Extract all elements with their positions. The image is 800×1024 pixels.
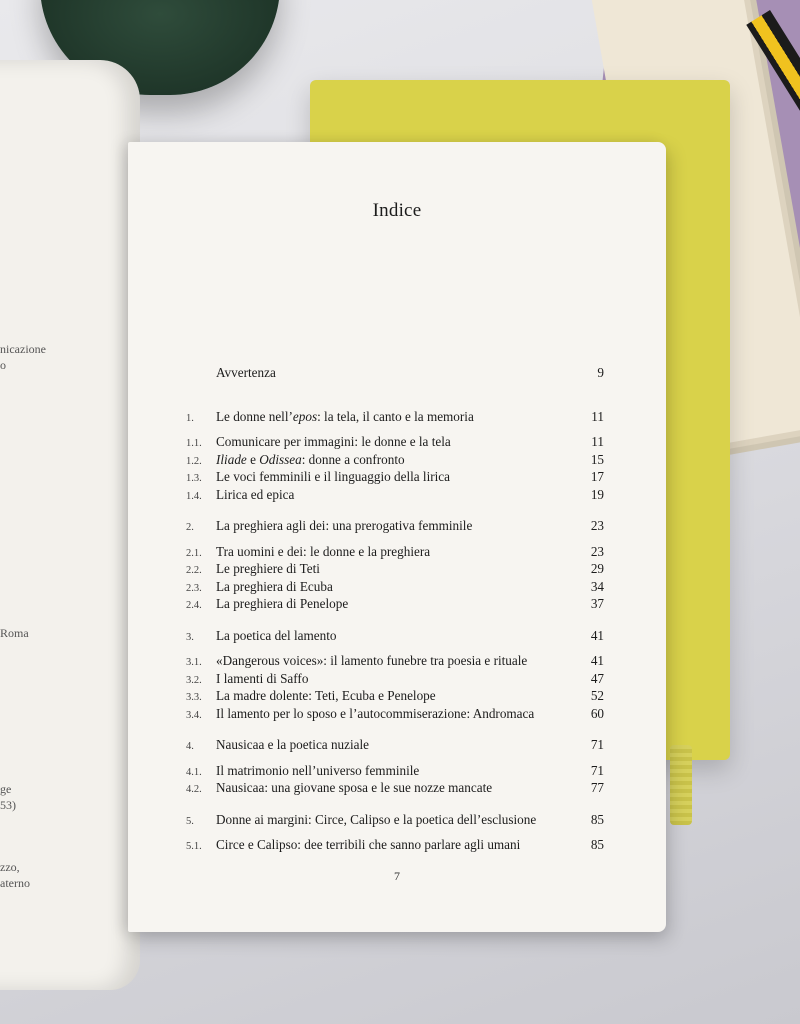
toc-entry-number: 3.: [186, 631, 194, 643]
toc-entry-page: 85: [590, 837, 604, 852]
bookmark-ribbon: [670, 745, 692, 825]
toc-spacer: [186, 503, 604, 517]
toc-spacer: [186, 535, 604, 543]
toc-entry-section: [186, 560, 604, 578]
toc-entry-section: [186, 687, 604, 705]
toc-entry-title: Lirica ed epica: [216, 486, 295, 502]
toc-entry-title: La madre dolente: Teti, Ecuba e Penelope: [216, 688, 436, 703]
toc-entry-title: «Dangerous voices»: il lamento funebre tra poesia e rituale: [216, 653, 528, 668]
toc-entry-section: [186, 595, 604, 613]
toc-entry-page: 15: [590, 451, 604, 467]
toc-entry-page: 85: [590, 811, 604, 827]
toc-entry-title: I lamenti di Saffo: [216, 670, 309, 686]
toc-entry-number: 5.1.: [186, 841, 202, 852]
toc-spacer: [186, 382, 604, 408]
toc-entry-section: [186, 705, 604, 723]
toc-entry-number: 5.: [186, 815, 194, 827]
toc-entry-page: 23: [590, 518, 604, 533]
toc-spacer: [186, 613, 604, 627]
toc-entry-section: [186, 762, 604, 780]
toc-entry-section: [186, 433, 604, 451]
toc-entry-section: [186, 451, 604, 469]
left-fragment: nicazione: [0, 342, 46, 356]
toc-entry-number: 1.3.: [186, 473, 202, 484]
toc-spacer: [186, 425, 604, 433]
toc-entry-section: [186, 836, 604, 854]
left-fragment: ge: [0, 782, 12, 796]
toc-entry-title: La preghiera agli dei: una prerogativa femminile: [216, 518, 473, 533]
toc-entry-chapter: [186, 517, 604, 535]
toc-entry-page: 41: [590, 627, 604, 643]
toc-entry-page: 37: [590, 596, 604, 611]
left-fragment: aterno: [0, 876, 30, 890]
toc-entry-number: 4.2.: [186, 784, 202, 795]
toc-entry-title: Nausicaa: una giovane sposa e le sue nozze mancate: [216, 780, 493, 795]
toc-entry-page: 11: [591, 434, 604, 449]
toc-entry-title: Circe e Calipso: dee terribili che sanno parlare agli umani: [216, 837, 521, 852]
toc-entry-section: [186, 652, 604, 670]
toc-entry-page: 60: [590, 705, 604, 721]
left-page: [0, 60, 140, 990]
toc-entry-number: 3.4.: [186, 709, 202, 721]
toc-entry-section: [186, 779, 604, 797]
toc-entry-number: 1.: [186, 412, 194, 424]
toc-entry-page: 77: [590, 780, 604, 795]
page-number: 7: [394, 869, 400, 883]
toc-entry-number: 2.3.: [186, 582, 202, 594]
toc-entry-number: 4.1.: [186, 766, 202, 778]
toc-entry-number: 3.3.: [186, 692, 202, 703]
toc-entry-chapter: [186, 627, 604, 645]
toc-entry-number: 1.1.: [186, 438, 202, 449]
toc-entry-page: 9: [597, 365, 604, 380]
toc-entry-title: Nausicaa e la poetica nuziale: [216, 737, 370, 752]
toc-entry-title: Iliade e Odissea: donne a confronto: [216, 451, 405, 467]
toc-entry-title: Comunicare per immagini: le donne e la tela: [216, 434, 451, 449]
toc-entry-title: La preghiera di Penelope: [216, 596, 349, 611]
toc-entry-section: [186, 543, 604, 561]
toc-spacer: [186, 754, 604, 762]
toc-spacer: [186, 828, 604, 836]
toc-entry-page: 34: [590, 578, 604, 594]
toc-entry-section: [186, 486, 604, 504]
toc-entry-page: 47: [590, 670, 604, 686]
toc-entry-intro: [186, 364, 604, 382]
toc-entry-page: 29: [590, 561, 604, 576]
toc-entry-number: 3.2.: [186, 674, 202, 686]
toc-entry-page: 71: [590, 762, 604, 778]
toc-entry-title: La poetica del lamento: [216, 627, 337, 643]
toc-entry-chapter: [186, 736, 604, 754]
toc-entry-title: Avvertenza: [216, 365, 276, 380]
toc-entry-chapter: [186, 811, 604, 829]
toc-entry-page: 23: [590, 543, 604, 559]
left-fragment: 53): [0, 798, 16, 812]
toc-entry-title: Le voci femminili e il linguaggio della lirica: [216, 469, 451, 484]
toc-entry-section: [186, 670, 604, 688]
toc-entry-title: Le donne nell’epos: la tela, il canto e la memoria: [216, 408, 474, 424]
index-page: [128, 142, 666, 932]
toc-entry-number: 1.2.: [186, 455, 202, 467]
toc-entry-number: 2.: [186, 522, 194, 533]
toc-entry-number: 1.4.: [186, 490, 202, 502]
toc-entry-number: 3.1.: [186, 657, 202, 668]
toc-spacer: [186, 797, 604, 811]
left-fragment: o: [0, 358, 6, 372]
toc-entry-title: Tra uomini e dei: le donne e la preghiera: [216, 543, 431, 559]
toc-entry-title: La preghiera di Ecuba: [216, 578, 333, 594]
toc-entry-title: Il matrimonio nell’universo femminile: [216, 762, 420, 778]
toc-entry-page: 41: [590, 653, 604, 668]
toc-entry-page: 71: [590, 737, 604, 752]
toc-spacer: [186, 644, 604, 652]
left-fragment: zzo,: [0, 860, 20, 874]
toc-entry-number: 4.: [186, 741, 194, 752]
toc-entry-page: 11: [591, 408, 604, 424]
toc-entry-number: 2.4.: [186, 600, 202, 611]
toc-entry-number: 2.1.: [186, 547, 202, 559]
toc-entry-page: 17: [590, 469, 604, 484]
toc-entry-page: 19: [590, 486, 604, 502]
toc-entry-title: Le preghiere di Teti: [216, 561, 320, 576]
toc-entry-chapter: [186, 408, 604, 426]
toc-entry-page: 52: [590, 688, 604, 703]
page-title: Indice: [372, 200, 422, 221]
toc-entry-number: 2.2.: [186, 565, 202, 576]
toc-entry-title: Il lamento per lo sposo e l’autocommiserazione: Andromaca: [216, 705, 535, 721]
toc-entry-section: [186, 578, 604, 596]
toc-entry-title: Donne ai margini: Circe, Calipso e la poetica dell’esclusione: [216, 811, 537, 827]
left-fragment: Roma: [0, 626, 29, 640]
toc-entry-section: [186, 468, 604, 486]
toc-spacer: [186, 722, 604, 736]
table-of-contents: [186, 364, 604, 854]
